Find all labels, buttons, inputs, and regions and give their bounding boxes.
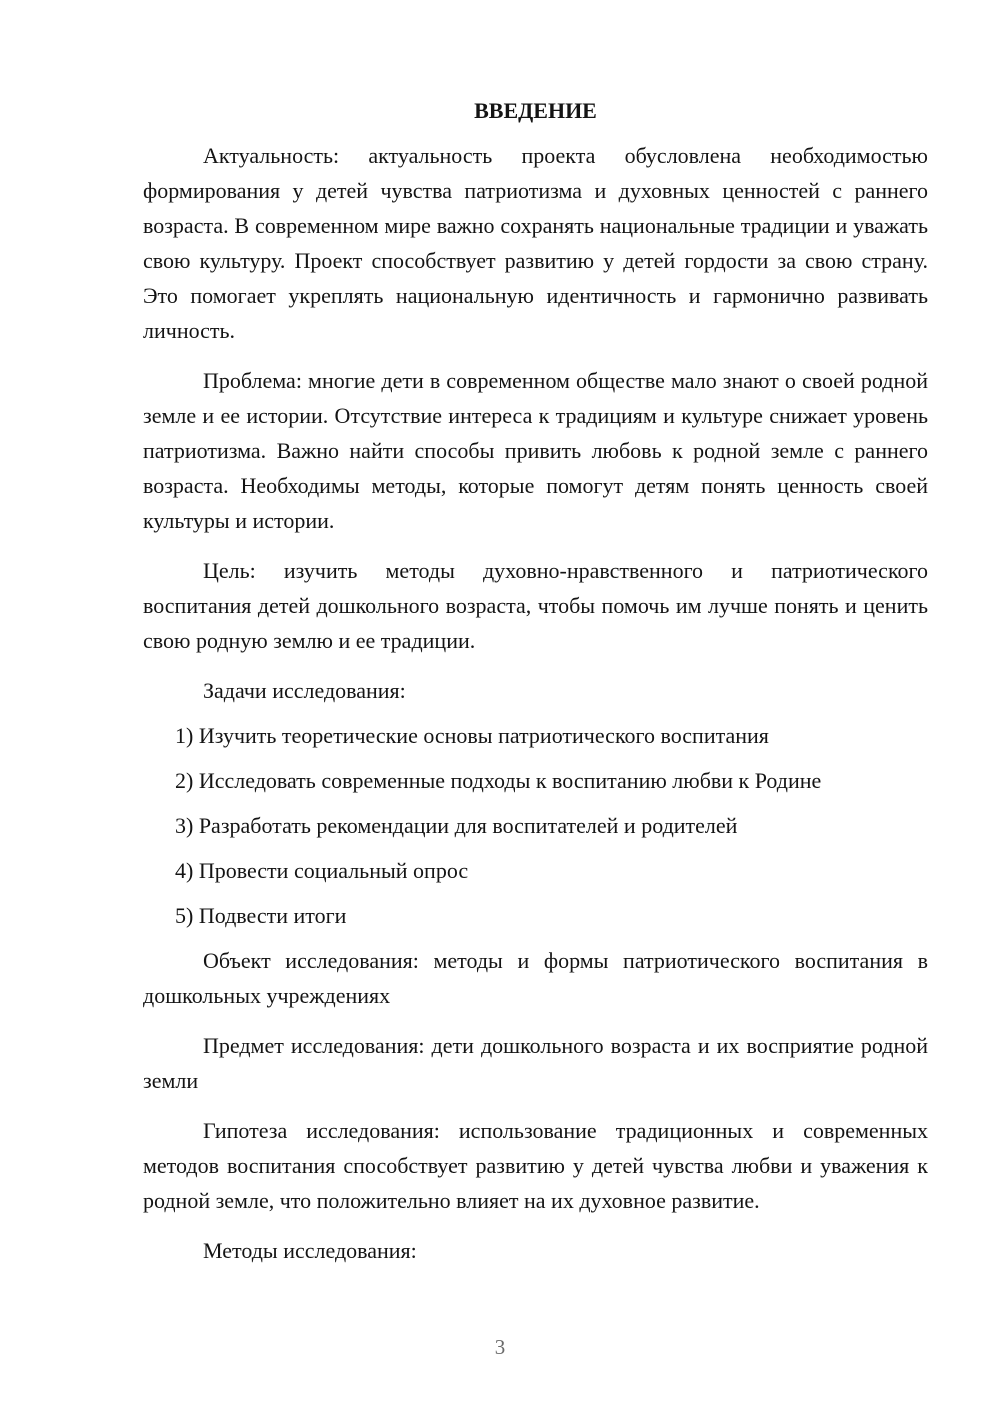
relevance-paragraph: Актуальность: актуальность проекта обусловлена необходимостью формирования у детей чувства патриотизма и духовных ценностей с раннего возраста. В современном мире важно сохранять национальные традиции и уважать свою культуру. Проект способствует развитию у детей гордости за свою страну. Это помогает укреплять национальную идентичность и гармонично развивать личность.: [143, 143, 928, 343]
object-paragraph: Объект исследования: методы и формы патриотического воспитания в дошкольных учреждениях: [143, 948, 928, 1008]
page-content: [143, 96, 928, 1278]
hypothesis-paragraph: Гипотеза исследования: использование традиционных и современных методов воспитания способствует развитию у детей чувства любви и уважения к родной земле, что положительно влияет на их духовное развитие.: [143, 1118, 928, 1213]
page-number: 3: [494, 1335, 506, 1359]
methods-heading: Методы исследования:: [203, 1238, 417, 1263]
page-title: ВВЕДЕНИЕ: [474, 98, 597, 123]
list-item: 3) Разработать рекомендации для воспитателей и родителей: [175, 813, 738, 838]
subject-paragraph: Предмет исследования: дети дошкольного возраста и их восприятие родной земли: [143, 1033, 928, 1093]
list-item: 5) Подвести итоги: [175, 903, 347, 928]
problem-paragraph: Проблема: многие дети в современном обществе мало знают о своей родной земле и ее истории. Отсутствие интереса к традициям и культуре снижает уровень патриотизма. Важно найти способы привить любовь к родной земле с раннего возраста. Необходимы методы, которые помогут детям понять ценность своей культуры и истории.: [143, 368, 928, 533]
goal-paragraph: Цель: изучить методы духовно-нравственного и патриотического воспитания детей дошкольного возраста, чтобы помочь им лучше понять и ценить свою родную землю и ее традиции.: [143, 558, 928, 653]
tasks-heading: Задачи исследования:: [203, 678, 406, 703]
list-item: 1) Изучить теоретические основы патриотического воспитания: [175, 723, 769, 748]
list-item: 4) Провести социальный опрос: [175, 858, 469, 883]
tasks-list: [143, 718, 928, 933]
list-item: 2) Исследовать современные подходы к воспитанию любви к Родине: [175, 768, 822, 793]
